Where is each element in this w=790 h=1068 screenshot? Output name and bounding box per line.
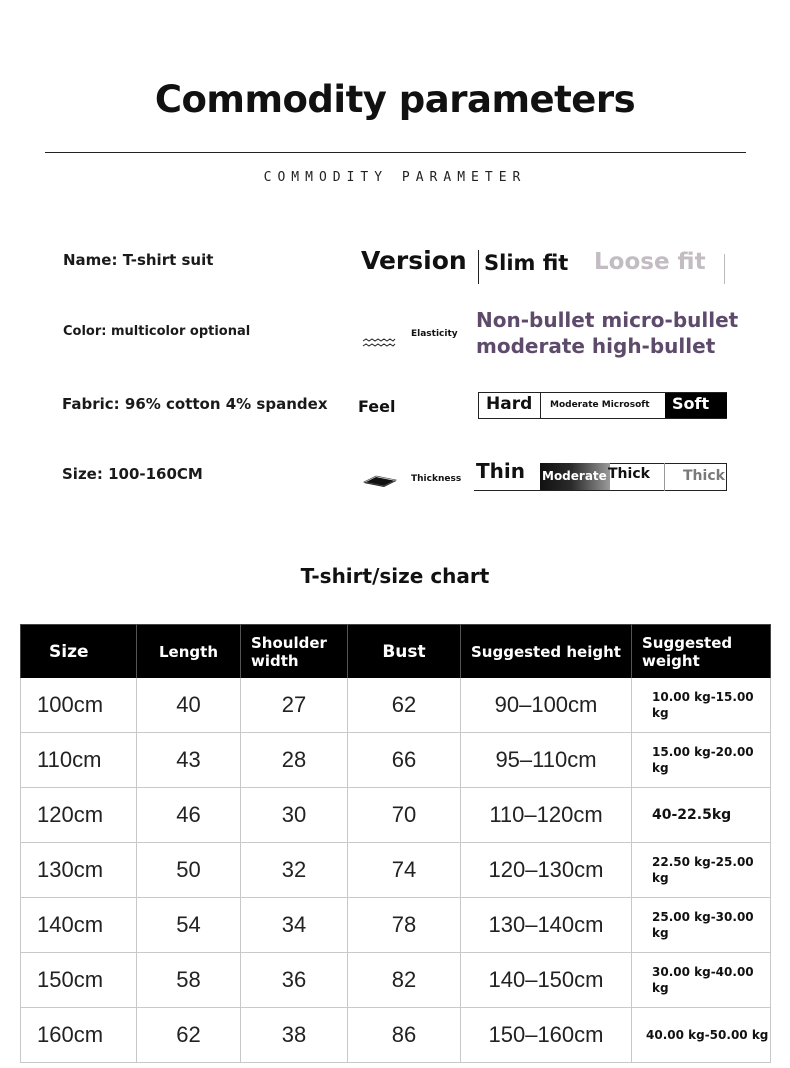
table-row [21, 843, 771, 898]
feel-option-hard: Hard [479, 393, 541, 418]
header-suggested-weight: Suggested weight [632, 625, 771, 679]
elasticity-label: Elasticity [411, 329, 458, 339]
cell-shoulder: 30 [241, 788, 348, 843]
header-size: Size [21, 625, 137, 679]
cell-weight: 10.00 kg-15.00 kg [632, 678, 771, 733]
cell-weight: 22.50 kg-25.00 kg [632, 843, 771, 898]
table-row [21, 898, 771, 953]
cell-height: 120–130cm [461, 843, 632, 898]
header-bust: Bust [348, 625, 461, 679]
thickness-option-thick: Thick [683, 468, 725, 484]
cell-weight: 15.00 kg-20.00 kg [632, 733, 771, 788]
version-bracket-right [724, 254, 725, 284]
elastic-band-icon [362, 333, 396, 343]
table-row [21, 678, 771, 733]
cell-size: 160cm [21, 1008, 137, 1063]
cell-height: 110–120cm [461, 788, 632, 843]
cell-shoulder: 28 [241, 733, 348, 788]
cell-shoulder: 36 [241, 953, 348, 1008]
cell-shoulder: 27 [241, 678, 348, 733]
cell-height: 140–150cm [461, 953, 632, 1008]
cell-shoulder: 38 [241, 1008, 348, 1063]
cell-size: 140cm [21, 898, 137, 953]
size-table [20, 624, 771, 1063]
elasticity-options-line2: moderate high-bullet [476, 334, 716, 358]
cell-height: 95–110cm [461, 733, 632, 788]
fabric-layer-icon [362, 473, 398, 487]
cell-height: 130–140cm [461, 898, 632, 953]
table-row [21, 788, 771, 843]
param-name: Name: T-shirt suit [63, 251, 214, 269]
thickness-option-thin: Thin [476, 459, 525, 483]
elasticity-options-line1: Non-bullet micro-bullet [476, 308, 739, 332]
param-size: Size: 100-160CM [62, 465, 203, 483]
cell-bust: 82 [348, 953, 461, 1008]
header-shoulder-width: Shoulder width [241, 625, 348, 679]
cell-size: 120cm [21, 788, 137, 843]
cell-length: 62 [137, 1008, 241, 1063]
cell-height: 150–160cm [461, 1008, 632, 1063]
thickness-option-moderate: Moderate [540, 463, 610, 490]
cell-weight: 30.00 kg-40.00 kg [632, 953, 771, 1008]
cell-shoulder: 32 [241, 843, 348, 898]
version-label: Version [361, 246, 467, 275]
version-bracket-left [478, 250, 479, 284]
thickness-label: Thickness [411, 474, 462, 484]
cell-weight: 40.00 kg-50.00 kg [632, 1008, 771, 1063]
feel-label: Feel [358, 397, 396, 416]
table-row [21, 953, 771, 1008]
version-option-loose: Loose fit [594, 249, 706, 275]
feel-option-moderate: Moderate Microsoft [550, 400, 650, 410]
cell-length: 46 [137, 788, 241, 843]
size-chart-title: T-shirt/size chart [300, 564, 490, 588]
table-row [21, 733, 771, 788]
cell-bust: 78 [348, 898, 461, 953]
param-fabric: Fabric: 96% cotton 4% spandex [62, 395, 328, 413]
cell-length: 43 [137, 733, 241, 788]
cell-bust: 66 [348, 733, 461, 788]
cell-length: 50 [137, 843, 241, 898]
page-subtitle: COMMODITY PARAMETER [263, 170, 527, 185]
title-divider [45, 152, 746, 153]
cell-bust: 62 [348, 678, 461, 733]
header-length: Length [137, 625, 241, 679]
cell-size: 100cm [21, 678, 137, 733]
cell-length: 58 [137, 953, 241, 1008]
table-row [21, 1008, 771, 1063]
cell-size: 130cm [21, 843, 137, 898]
cell-size: 110cm [21, 733, 137, 788]
page-title: Commodity parameters [154, 78, 636, 121]
cell-bust: 74 [348, 843, 461, 898]
cell-shoulder: 34 [241, 898, 348, 953]
cell-bust: 86 [348, 1008, 461, 1063]
param-color: Color: multicolor optional [63, 324, 251, 339]
cell-bust: 70 [348, 788, 461, 843]
thickness-scale [474, 459, 727, 492]
cell-length: 40 [137, 678, 241, 733]
cell-length: 54 [137, 898, 241, 953]
cell-weight: 25.00 kg-30.00 kg [632, 898, 771, 953]
cell-height: 90–100cm [461, 678, 632, 733]
feel-option-soft: Soft [665, 393, 727, 418]
cell-weight: 40-22.5kg [632, 788, 771, 843]
table-header-row [21, 625, 771, 679]
header-suggested-height: Suggested height [461, 625, 632, 679]
feel-scale [478, 392, 727, 419]
thickness-option-moderate-thick: Thick [608, 466, 650, 482]
version-option-slim: Slim fit [484, 251, 569, 275]
cell-size: 150cm [21, 953, 137, 1008]
